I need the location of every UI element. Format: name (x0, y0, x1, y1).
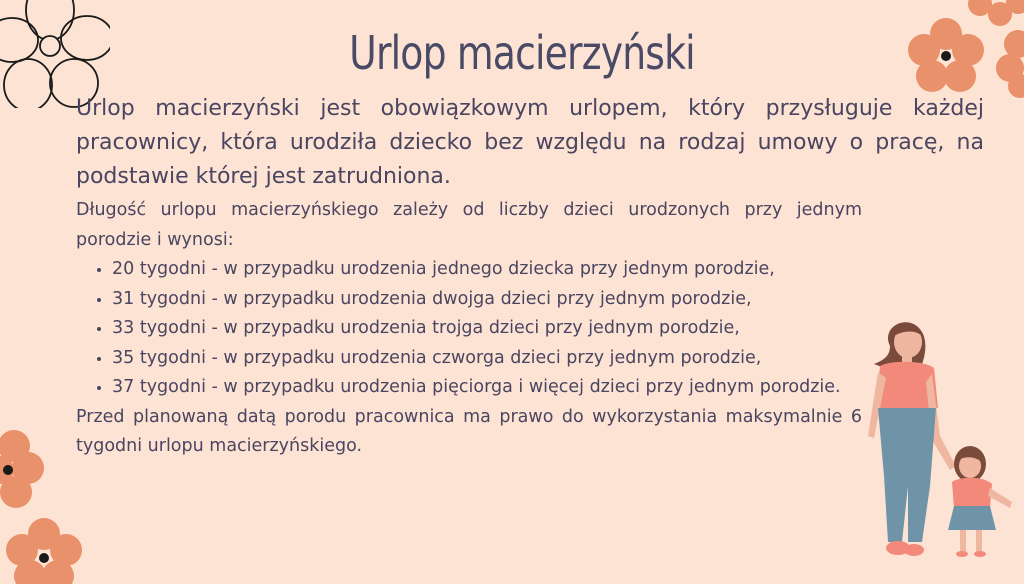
flower-icon (992, 30, 1024, 100)
content-body (76, 196, 862, 462)
flower-icon (960, 0, 1024, 32)
intro-paragraph: Urlop macierzyński jest obowiązkowym urlopem, który przysługuje każdej pracownicy, która urodziła dziecko bez względu na rodzaj umowy o pracę, na podstawie której jest zatrudniona. (76, 96, 984, 189)
list-item: • 33 tygodni - w przypadku urodzenia trojga dzieci przy jednym porodzie, (112, 314, 862, 344)
flower-icon (0, 428, 44, 518)
page-title: Urlop macierzyński (349, 26, 695, 80)
list-item: • 37 tygodni - w przypadku urodzenia pięciorga i więcej dzieci przy jednym porodzie. (112, 373, 862, 403)
mother-and-child-illustration (860, 316, 1020, 566)
duration-list (76, 255, 862, 403)
list-item: • 31 tygodni - w przypadku urodzenia dwojga dzieci przy jednym porodzie, (112, 285, 862, 315)
list-item: • 20 tygodni - w przypadku urodzenia jednego dziecka przy jednym porodzie, (112, 255, 862, 285)
list-item: • 35 tygodni - w przypadku urodzenia czworga dzieci przy jednym porodzie, (112, 344, 862, 374)
duration-intro: Długość urlopu macierzyńskiego zależy od liczby dzieci urodzonych przy jednym porodzie i wynosi: (76, 200, 862, 250)
flower-icon (4, 514, 94, 584)
closing-paragraph: Przed planowaną datą porodu pracownica ma prawo do wykorzystania maksymalnie 6 tygodni urlopu macierzyńskiego. (76, 406, 862, 456)
